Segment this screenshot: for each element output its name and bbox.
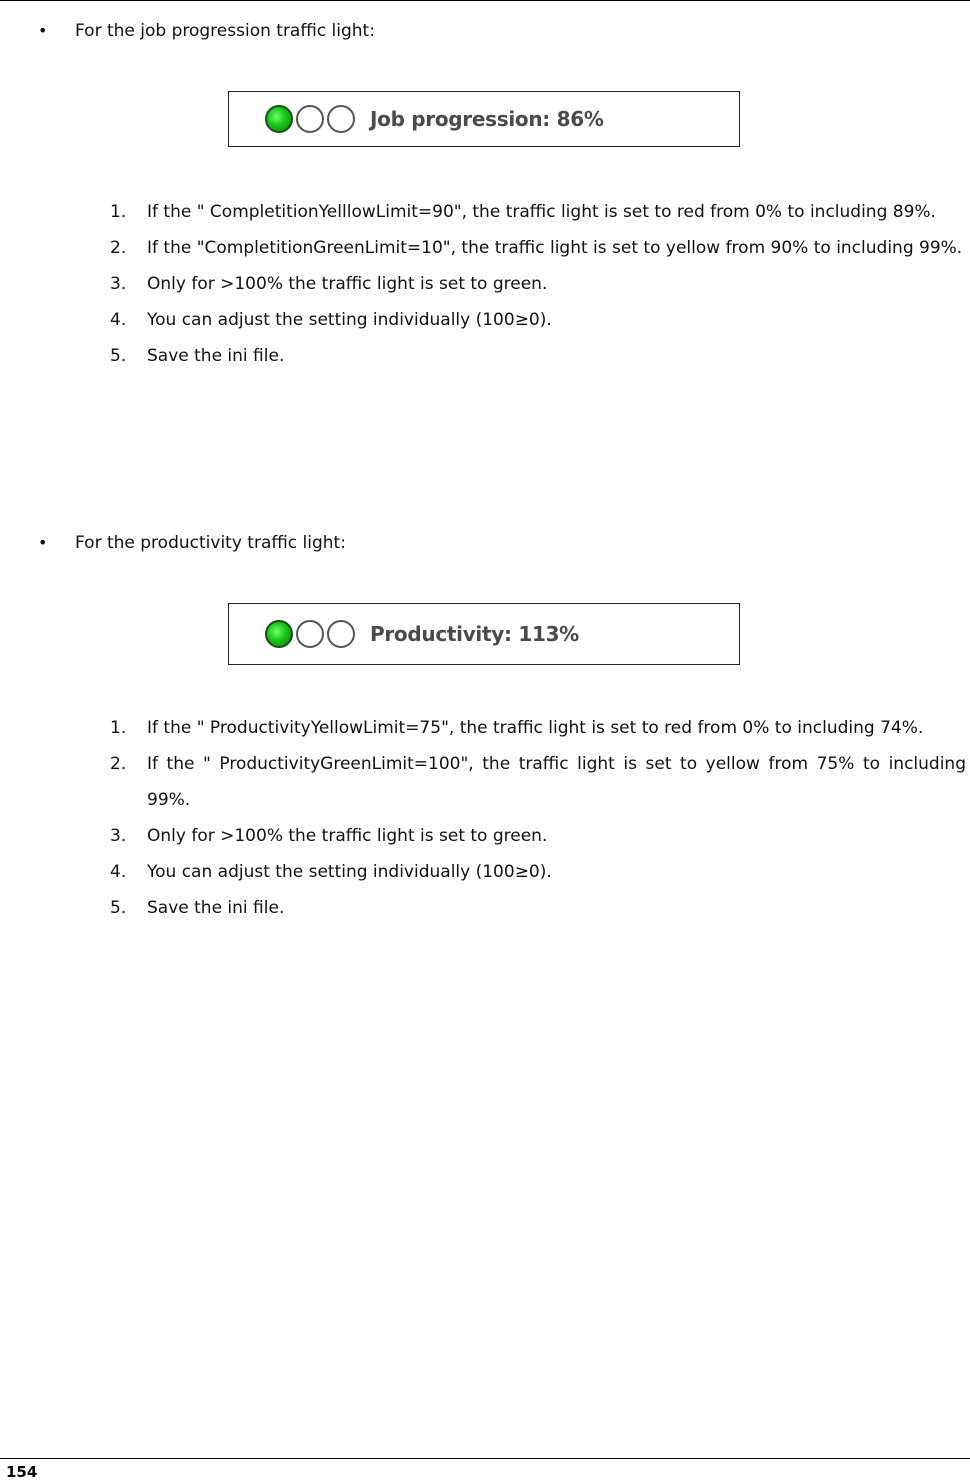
productivity-traffic-light: [228, 603, 740, 665]
list-item: 1. If the " CompletitionYelllowLimit=90", the traffic light is set to red from 0% to including 89%.: [110, 202, 936, 222]
bullet-text: For the job progression traffic light:: [75, 21, 375, 41]
list-item: 4. You can adjust the setting individually (100≥0).: [110, 862, 552, 882]
traffic-light-lamps: [265, 620, 358, 648]
bullet-dot: •: [38, 21, 48, 40]
bullet-item-job-progression: [38, 21, 375, 41]
list-item: 1. If the " ProductivityYellowLimit=75", the traffic light is set to red from 0% to including 74%.: [110, 718, 924, 738]
productivity-label: Productivity: 113%: [370, 622, 579, 646]
yellow-lamp-icon: [296, 620, 324, 648]
job-progression-traffic-light: [228, 91, 740, 147]
list-item: 2. If the " ProductivityGreenLimit=100", the traffic light is set to yellow from 75% to including 99%.: [110, 754, 966, 810]
green-lamp-icon: [265, 105, 293, 133]
footer-rule: [0, 1458, 970, 1459]
job-progression-steps: [110, 194, 966, 374]
page-number: 154: [6, 1463, 38, 1481]
traffic-light-lamps: [265, 105, 358, 133]
list-item: 2. If the "CompletitionGreenLimit=10", the traffic light is set to yellow from 90% to including 99%.: [110, 238, 963, 258]
yellow-lamp-icon: [296, 105, 324, 133]
bullet-item-productivity: [38, 533, 346, 553]
list-item: 5. Save the ini file.: [110, 898, 285, 918]
bullet-text: For the productivity traffic light:: [75, 533, 346, 553]
top-rule: [0, 0, 970, 1]
bullet-dot: •: [38, 533, 48, 552]
list-item: 5. Save the ini file.: [110, 346, 285, 366]
list-item: 3. Only for >100% the traffic light is set to green.: [110, 826, 548, 846]
productivity-steps: [110, 710, 966, 926]
list-item: 4. You can adjust the setting individually (100≥0).: [110, 310, 552, 330]
red-lamp-icon: [327, 620, 355, 648]
job-progression-label: Job progression: 86%: [370, 107, 604, 131]
green-lamp-icon: [265, 620, 293, 648]
list-item: 3. Only for >100% the traffic light is set to green.: [110, 274, 548, 294]
red-lamp-icon: [327, 105, 355, 133]
